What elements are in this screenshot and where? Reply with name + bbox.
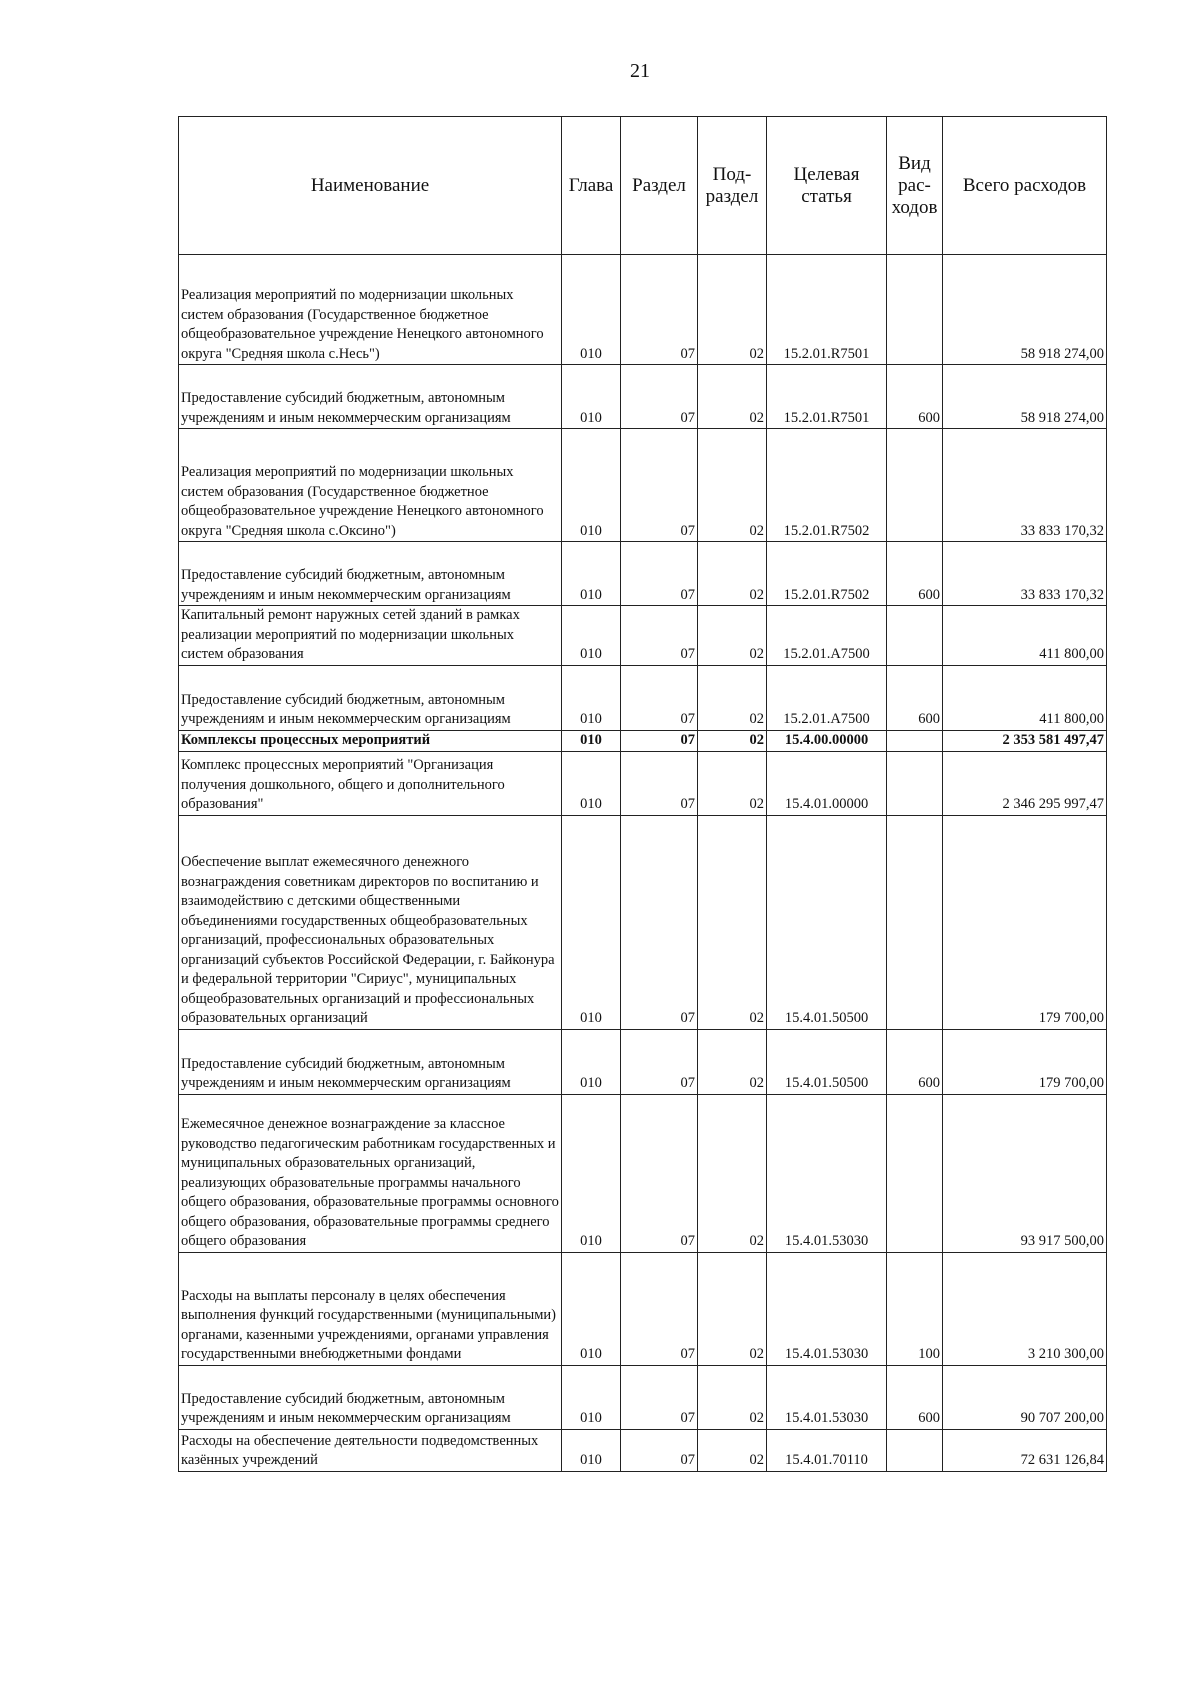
row-expense-type: 600 (887, 365, 943, 429)
row-chapter: 010 (562, 815, 621, 1029)
row-section: 07 (621, 751, 698, 815)
row-name: Реализация мероприятий по модернизации школьных систем образования (Государственное бюджетное общеобразовательное учреждение Ненецкого автономного округа "Средняя школа с.Несь") (179, 255, 562, 365)
row-name: Предоставление субсидий бюджетным, автономным учреждениям и иным некоммерческим организациям (179, 1365, 562, 1429)
header-chapter: Глава (562, 117, 621, 255)
row-total: 2 346 295 997,47 (943, 751, 1107, 815)
row-section: 07 (621, 1094, 698, 1252)
row-total: 179 700,00 (943, 815, 1107, 1029)
table-row (179, 665, 1107, 730)
row-expense-type (887, 429, 943, 542)
row-subsection: 02 (698, 542, 767, 606)
table-row (179, 255, 1107, 365)
row-chapter: 010 (562, 542, 621, 606)
row-target-article: 15.4.01.53030 (767, 1252, 887, 1365)
row-chapter: 010 (562, 255, 621, 365)
row-total: 2 353 581 497,47 (943, 730, 1107, 751)
table-row (179, 815, 1107, 1029)
row-section: 07 (621, 542, 698, 606)
row-name: Капитальный ремонт наружных сетей зданий в рамках реализации мероприятий по модернизации школьных систем образования (179, 606, 562, 666)
row-target-article: 15.2.01.R7501 (767, 255, 887, 365)
row-name: Предоставление субсидий бюджетным, автономным учреждениям и иным некоммерческим организациям (179, 542, 562, 606)
table-row (179, 1252, 1107, 1365)
row-target-article: 15.4.01.50500 (767, 1029, 887, 1094)
row-name: Расходы на выплаты персоналу в целях обеспечения выполнения функций государственными (муниципальными) органами, казенными учреждениями, органами управления государственными внебюджетными фондами (179, 1252, 562, 1365)
row-section: 07 (621, 1029, 698, 1094)
header-total: Всего расходов (943, 117, 1107, 255)
row-total: 33 833 170,32 (943, 429, 1107, 542)
row-subsection: 02 (698, 751, 767, 815)
table-row (179, 429, 1107, 542)
row-section: 07 (621, 1429, 698, 1471)
header-section: Раздел (621, 117, 698, 255)
row-subsection: 02 (698, 1094, 767, 1252)
row-total: 93 917 500,00 (943, 1094, 1107, 1252)
row-target-article: 15.4.01.70110 (767, 1429, 887, 1471)
row-subsection: 02 (698, 606, 767, 666)
row-chapter: 010 (562, 429, 621, 542)
row-name: Обеспечение выплат ежемесячного денежного вознаграждения советникам директоров по воспитанию и взаимодействию с детскими общественными объединениями государственных общеобразовательных организаций, профессиональных образовательных организаций субъектов Российской Федерации, г. Байконура и федеральной территории "Сириус", муниципальных общеобразовательных организаций и профессиональных образовательных организаций (179, 815, 562, 1029)
row-total: 58 918 274,00 (943, 255, 1107, 365)
row-expense-type (887, 730, 943, 751)
row-subsection: 02 (698, 429, 767, 542)
row-target-article: 15.2.01.R7501 (767, 365, 887, 429)
row-chapter: 010 (562, 365, 621, 429)
row-subsection: 02 (698, 1365, 767, 1429)
row-section: 07 (621, 365, 698, 429)
row-total: 179 700,00 (943, 1029, 1107, 1094)
row-target-article: 15.4.01.00000 (767, 751, 887, 815)
row-name: Ежемесячное денежное вознаграждение за классное руководство педагогическим работникам государственных и муниципальных образовательных организаций, реализующих образовательные программы начального общего образования, образовательные программы основного общего образования, образовательные программы среднего общего образования (179, 1094, 562, 1252)
row-name: Предоставление субсидий бюджетным, автономным учреждениям и иным некоммерческим организациям (179, 665, 562, 730)
row-total: 3 210 300,00 (943, 1252, 1107, 1365)
row-chapter: 010 (562, 730, 621, 751)
row-target-article: 15.4.00.00000 (767, 730, 887, 751)
row-subsection: 02 (698, 1252, 767, 1365)
row-expense-type: 600 (887, 1029, 943, 1094)
row-name: Комплекс процессных мероприятий "Организация получения дошкольного, общего и дополнительного образования" (179, 751, 562, 815)
row-section: 07 (621, 429, 698, 542)
page-number: 21 (630, 60, 650, 82)
row-subsection: 02 (698, 365, 767, 429)
row-expense-type: 100 (887, 1252, 943, 1365)
row-target-article: 15.2.01.A7500 (767, 665, 887, 730)
row-expense-type (887, 1094, 943, 1252)
row-expense-type (887, 255, 943, 365)
row-chapter: 010 (562, 751, 621, 815)
row-expense-type: 600 (887, 665, 943, 730)
header-row (179, 117, 1107, 255)
row-subsection: 02 (698, 730, 767, 751)
table-row (179, 1365, 1107, 1429)
row-subsection: 02 (698, 665, 767, 730)
header-expense-type: Вид рас- ходов (887, 117, 943, 255)
budget-table (178, 116, 1107, 1472)
header-target-article: Целевая статья (767, 117, 887, 255)
row-expense-type: 600 (887, 1365, 943, 1429)
row-chapter: 010 (562, 1029, 621, 1094)
row-subsection: 02 (698, 815, 767, 1029)
row-expense-type (887, 751, 943, 815)
row-name: Предоставление субсидий бюджетным, автономным учреждениям и иным некоммерческим организациям (179, 1029, 562, 1094)
row-subsection: 02 (698, 255, 767, 365)
row-chapter: 010 (562, 1429, 621, 1471)
row-section: 07 (621, 665, 698, 730)
row-chapter: 010 (562, 665, 621, 730)
row-chapter: 010 (562, 1365, 621, 1429)
table-row (179, 751, 1107, 815)
row-chapter: 010 (562, 606, 621, 666)
row-chapter: 010 (562, 1252, 621, 1365)
row-total: 33 833 170,32 (943, 542, 1107, 606)
row-section: 07 (621, 730, 698, 751)
table-row (179, 1094, 1107, 1252)
row-target-article: 15.4.01.53030 (767, 1094, 887, 1252)
row-expense-type (887, 815, 943, 1029)
row-target-article: 15.4.01.50500 (767, 815, 887, 1029)
row-target-article: 15.2.01.R7502 (767, 542, 887, 606)
row-name: Комплексы процессных мероприятий (179, 730, 562, 751)
row-expense-type (887, 606, 943, 666)
table-row (179, 1029, 1107, 1094)
row-subsection: 02 (698, 1029, 767, 1094)
row-section: 07 (621, 255, 698, 365)
header-name: Наименование (179, 117, 562, 255)
row-total: 90 707 200,00 (943, 1365, 1107, 1429)
table-row (179, 542, 1107, 606)
row-total: 58 918 274,00 (943, 365, 1107, 429)
row-total: 72 631 126,84 (943, 1429, 1107, 1471)
row-total: 411 800,00 (943, 606, 1107, 666)
row-section: 07 (621, 1252, 698, 1365)
row-name: Расходы на обеспечение деятельности подведомственных казённых учреждений (179, 1429, 562, 1471)
row-expense-type (887, 1429, 943, 1471)
row-name: Реализация мероприятий по модернизации школьных систем образования (Государственное бюджетное общеобразовательное учреждение Ненецкого автономного округа "Средняя школа с.Оксино") (179, 429, 562, 542)
row-target-article: 15.2.01.A7500 (767, 606, 887, 666)
row-target-article: 15.2.01.R7502 (767, 429, 887, 542)
header-subsection: Под- раздел (698, 117, 767, 255)
row-name: Предоставление субсидий бюджетным, автономным учреждениям и иным некоммерческим организациям (179, 365, 562, 429)
table-row (179, 365, 1107, 429)
table-row (179, 606, 1107, 666)
row-chapter: 010 (562, 1094, 621, 1252)
row-section: 07 (621, 606, 698, 666)
row-expense-type: 600 (887, 542, 943, 606)
table-row (179, 1429, 1107, 1471)
row-subsection: 02 (698, 1429, 767, 1471)
row-section: 07 (621, 815, 698, 1029)
row-total: 411 800,00 (943, 665, 1107, 730)
row-target-article: 15.4.01.53030 (767, 1365, 887, 1429)
row-section: 07 (621, 1365, 698, 1429)
table-row (179, 730, 1107, 751)
